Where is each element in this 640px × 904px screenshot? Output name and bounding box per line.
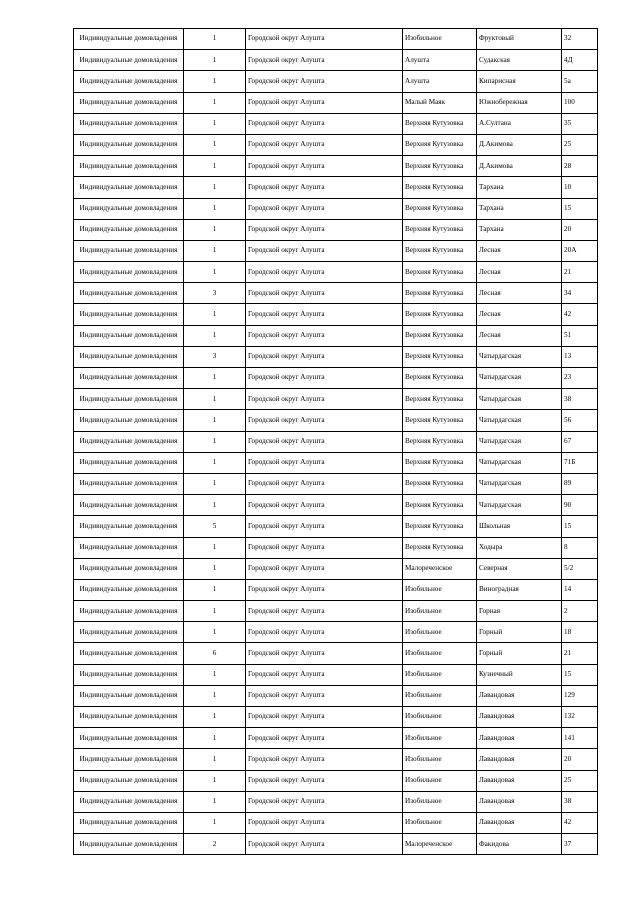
cell-settlement: Изобильное <box>403 664 477 685</box>
cell-district: Городской округ Алушта <box>246 156 403 177</box>
cell-count: 1 <box>184 113 246 134</box>
cell-district: Городской округ Алушта <box>246 579 403 600</box>
cell-count: 1 <box>184 50 246 71</box>
cell-building-type: Индивидуальные домовладения <box>74 92 184 113</box>
cell-district: Городской округ Алушта <box>246 304 403 325</box>
cell-count: 1 <box>184 601 246 622</box>
cell-building-type: Индивидуальные домовладения <box>74 283 184 304</box>
table-row <box>74 50 598 71</box>
cell-settlement: Изобильное <box>403 29 477 50</box>
cell-settlement: Верхняя Кутузовка <box>403 198 477 219</box>
cell-district: Городской округ Алушта <box>246 558 403 579</box>
cell-street: Судакская <box>477 50 562 71</box>
table-row <box>74 579 598 600</box>
cell-building-type: Индивидуальные домовладения <box>74 537 184 558</box>
cell-count: 1 <box>184 29 246 50</box>
cell-settlement: Верхняя Кутузовка <box>403 537 477 558</box>
cell-settlement: Изобильное <box>403 749 477 770</box>
cell-house-number: 20 <box>562 219 598 240</box>
cell-district: Городской округ Алушта <box>246 728 403 749</box>
cell-house-number: 34 <box>562 283 598 304</box>
cell-district: Городской округ Алушта <box>246 537 403 558</box>
address-table-body <box>74 29 598 855</box>
table-row <box>74 71 598 92</box>
table-row <box>74 198 598 219</box>
cell-street: Лесная <box>477 325 562 346</box>
cell-count: 1 <box>184 728 246 749</box>
cell-settlement: Изобильное <box>403 601 477 622</box>
cell-house-number: 42 <box>562 304 598 325</box>
cell-building-type: Индивидуальные домовладения <box>74 643 184 664</box>
cell-district: Городской округ Алушта <box>246 71 403 92</box>
cell-building-type: Индивидуальные домовладения <box>74 71 184 92</box>
cell-settlement: Верхняя Кутузовка <box>403 346 477 367</box>
cell-district: Городской округ Алушта <box>246 283 403 304</box>
cell-building-type: Индивидуальные домовладения <box>74 389 184 410</box>
cell-building-type: Индивидуальные домовладения <box>74 834 184 855</box>
cell-house-number: 129 <box>562 685 598 706</box>
cell-house-number: 23 <box>562 368 598 389</box>
cell-street: Чатырдагская <box>477 495 562 516</box>
cell-count: 1 <box>184 156 246 177</box>
cell-building-type: Индивидуальные домовладения <box>74 431 184 452</box>
cell-district: Городской округ Алушта <box>246 834 403 855</box>
table-row <box>74 177 598 198</box>
cell-house-number: 141 <box>562 728 598 749</box>
table-row <box>74 431 598 452</box>
cell-street: Лавандовая <box>477 812 562 833</box>
table-row <box>74 113 598 134</box>
cell-house-number: 56 <box>562 410 598 431</box>
cell-house-number: 28 <box>562 156 598 177</box>
cell-count: 1 <box>184 770 246 791</box>
cell-building-type: Индивидуальные домовладения <box>74 325 184 346</box>
cell-settlement: Алушта <box>403 71 477 92</box>
cell-settlement: Изобильное <box>403 770 477 791</box>
table-row <box>74 134 598 155</box>
cell-street: Лавандовая <box>477 749 562 770</box>
cell-district: Городской округ Алушта <box>246 92 403 113</box>
cell-district: Городской округ Алушта <box>246 50 403 71</box>
cell-house-number: 2 <box>562 601 598 622</box>
cell-street: А.Султана <box>477 113 562 134</box>
cell-settlement: Верхняя Кутузовка <box>403 177 477 198</box>
cell-street: Чатырдагская <box>477 452 562 473</box>
cell-count: 1 <box>184 558 246 579</box>
cell-house-number: 38 <box>562 791 598 812</box>
cell-count: 1 <box>184 262 246 283</box>
cell-settlement: Изобильное <box>403 812 477 833</box>
cell-settlement: Верхняя Кутузовка <box>403 240 477 261</box>
cell-house-number: 10 <box>562 177 598 198</box>
table-row <box>74 834 598 855</box>
cell-district: Городской округ Алушта <box>246 346 403 367</box>
cell-settlement: Верхняя Кутузовка <box>403 134 477 155</box>
cell-street: Д.Акимова <box>477 156 562 177</box>
table-row <box>74 558 598 579</box>
cell-street: Лавандовая <box>477 791 562 812</box>
cell-building-type: Индивидуальные домовладения <box>74 473 184 494</box>
cell-count: 3 <box>184 346 246 367</box>
cell-count: 1 <box>184 452 246 473</box>
cell-street: Лесная <box>477 240 562 261</box>
table-row <box>74 812 598 833</box>
cell-house-number: 89 <box>562 473 598 494</box>
cell-count: 3 <box>184 283 246 304</box>
cell-district: Городской округ Алушта <box>246 410 403 431</box>
cell-count: 1 <box>184 664 246 685</box>
cell-building-type: Индивидуальные домовладения <box>74 749 184 770</box>
cell-district: Городской округ Алушта <box>246 516 403 537</box>
cell-street: Д.Акимова <box>477 134 562 155</box>
table-row <box>74 304 598 325</box>
cell-house-number: 42 <box>562 812 598 833</box>
cell-street: Горная <box>477 601 562 622</box>
cell-building-type: Индивидуальные домовладения <box>74 728 184 749</box>
table-row <box>74 389 598 410</box>
table-row <box>74 707 598 728</box>
cell-building-type: Индивидуальные домовладения <box>74 452 184 473</box>
cell-count: 1 <box>184 749 246 770</box>
cell-street: Ходыра <box>477 537 562 558</box>
table-row <box>74 325 598 346</box>
cell-district: Городской округ Алушта <box>246 495 403 516</box>
cell-settlement: Верхняя Кутузовка <box>403 495 477 516</box>
cell-count: 1 <box>184 579 246 600</box>
cell-building-type: Индивидуальные домовладения <box>74 304 184 325</box>
cell-settlement: Верхняя Кутузовка <box>403 304 477 325</box>
cell-settlement: Верхняя Кутузовка <box>403 325 477 346</box>
table-row <box>74 346 598 367</box>
cell-house-number: 71Б <box>562 452 598 473</box>
address-table <box>73 28 598 855</box>
cell-house-number: 67 <box>562 431 598 452</box>
table-row <box>74 643 598 664</box>
cell-street: Тархана <box>477 198 562 219</box>
cell-building-type: Индивидуальные домовладения <box>74 240 184 261</box>
cell-building-type: Индивидуальные домовладения <box>74 664 184 685</box>
cell-house-number: 25 <box>562 134 598 155</box>
cell-house-number: 15 <box>562 664 598 685</box>
cell-count: 1 <box>184 812 246 833</box>
cell-building-type: Индивидуальные домовладения <box>74 579 184 600</box>
cell-settlement: Верхняя Кутузовка <box>403 113 477 134</box>
cell-street: Чатырдагская <box>477 410 562 431</box>
cell-house-number: 32 <box>562 29 598 50</box>
table-row <box>74 601 598 622</box>
cell-district: Городской округ Алушта <box>246 113 403 134</box>
cell-building-type: Индивидуальные домовладения <box>74 29 184 50</box>
cell-street: Лавандовая <box>477 728 562 749</box>
table-row <box>74 495 598 516</box>
cell-district: Городской округ Алушта <box>246 643 403 664</box>
cell-street: Лавандовая <box>477 770 562 791</box>
cell-settlement: Верхняя Кутузовка <box>403 283 477 304</box>
cell-street: Чатырдагская <box>477 346 562 367</box>
cell-building-type: Индивидуальные домовладения <box>74 262 184 283</box>
cell-street: Чатырдагская <box>477 389 562 410</box>
cell-district: Городской округ Алушта <box>246 473 403 494</box>
cell-house-number: 38 <box>562 389 598 410</box>
cell-street: Северная <box>477 558 562 579</box>
cell-settlement: Изобильное <box>403 643 477 664</box>
cell-house-number: 20 <box>562 749 598 770</box>
table-row <box>74 516 598 537</box>
cell-district: Городской округ Алушта <box>246 749 403 770</box>
cell-count: 1 <box>184 495 246 516</box>
cell-settlement: Верхняя Кутузовка <box>403 516 477 537</box>
cell-building-type: Индивидуальные домовладения <box>74 770 184 791</box>
cell-house-number: 51 <box>562 325 598 346</box>
cell-count: 1 <box>184 198 246 219</box>
cell-street: Кузнечный <box>477 664 562 685</box>
table-row <box>74 537 598 558</box>
table-row <box>74 728 598 749</box>
table-row <box>74 622 598 643</box>
cell-settlement: Верхняя Кутузовка <box>403 473 477 494</box>
cell-street: Лесная <box>477 283 562 304</box>
cell-settlement: Верхняя Кутузовка <box>403 389 477 410</box>
table-row <box>74 410 598 431</box>
cell-district: Городской округ Алушта <box>246 177 403 198</box>
cell-street: Чатырдагская <box>477 431 562 452</box>
cell-district: Городской округ Алушта <box>246 452 403 473</box>
cell-street: Чатырдагская <box>477 473 562 494</box>
table-row <box>74 791 598 812</box>
cell-count: 1 <box>184 685 246 706</box>
cell-building-type: Индивидуальные домовладения <box>74 219 184 240</box>
cell-count: 1 <box>184 325 246 346</box>
cell-house-number: 4Д <box>562 50 598 71</box>
cell-settlement: Малореченское <box>403 558 477 579</box>
table-row <box>74 156 598 177</box>
cell-building-type: Индивидуальные домовладения <box>74 707 184 728</box>
cell-settlement: Изобильное <box>403 707 477 728</box>
cell-building-type: Индивидуальные домовладения <box>74 368 184 389</box>
cell-settlement: Алушта <box>403 50 477 71</box>
cell-settlement: Изобильное <box>403 685 477 706</box>
table-row <box>74 262 598 283</box>
cell-house-number: 90 <box>562 495 598 516</box>
cell-street: Лесная <box>477 304 562 325</box>
cell-house-number: 37 <box>562 834 598 855</box>
cell-street: Южнобережная <box>477 92 562 113</box>
cell-house-number: 5а <box>562 71 598 92</box>
cell-count: 1 <box>184 92 246 113</box>
cell-count: 5 <box>184 516 246 537</box>
cell-settlement: Верхняя Кутузовка <box>403 156 477 177</box>
cell-count: 1 <box>184 707 246 728</box>
cell-count: 1 <box>184 240 246 261</box>
table-row <box>74 452 598 473</box>
table-row <box>74 219 598 240</box>
cell-house-number: 18 <box>562 622 598 643</box>
cell-street: Горный <box>477 622 562 643</box>
cell-building-type: Индивидуальные домовладения <box>74 495 184 516</box>
cell-count: 1 <box>184 134 246 155</box>
cell-district: Городской округ Алушта <box>246 325 403 346</box>
cell-street: Лесная <box>477 262 562 283</box>
cell-district: Городской округ Алушта <box>246 431 403 452</box>
cell-district: Городской округ Алушта <box>246 601 403 622</box>
cell-building-type: Индивидуальные домовладения <box>74 812 184 833</box>
table-row <box>74 770 598 791</box>
cell-house-number: 100 <box>562 92 598 113</box>
cell-district: Городской округ Алушта <box>246 664 403 685</box>
table-row <box>74 749 598 770</box>
table-row <box>74 664 598 685</box>
cell-building-type: Индивидуальные домовладения <box>74 198 184 219</box>
cell-settlement: Изобильное <box>403 579 477 600</box>
cell-count: 1 <box>184 431 246 452</box>
cell-district: Городской округ Алушта <box>246 770 403 791</box>
cell-street: Тархана <box>477 219 562 240</box>
cell-house-number: 13 <box>562 346 598 367</box>
table-row <box>74 685 598 706</box>
cell-count: 1 <box>184 304 246 325</box>
cell-street: Факидова <box>477 834 562 855</box>
cell-building-type: Индивидуальные домовладения <box>74 134 184 155</box>
cell-street: Горный <box>477 643 562 664</box>
cell-settlement: Верхняя Кутузовка <box>403 262 477 283</box>
table-row <box>74 240 598 261</box>
cell-building-type: Индивидуальные домовладения <box>74 791 184 812</box>
cell-count: 1 <box>184 791 246 812</box>
cell-building-type: Индивидуальные домовладения <box>74 346 184 367</box>
cell-house-number: 132 <box>562 707 598 728</box>
cell-district: Городской округ Алушта <box>246 707 403 728</box>
cell-house-number: 15 <box>562 516 598 537</box>
cell-house-number: 21 <box>562 643 598 664</box>
table-row <box>74 283 598 304</box>
cell-street: Кипарисная <box>477 71 562 92</box>
cell-settlement: Верхняя Кутузовка <box>403 219 477 240</box>
cell-district: Городской округ Алушта <box>246 134 403 155</box>
cell-district: Городской округ Алушта <box>246 791 403 812</box>
cell-building-type: Индивидуальные домовладения <box>74 516 184 537</box>
cell-settlement: Верхняя Кутузовка <box>403 410 477 431</box>
cell-district: Городской округ Алушта <box>246 240 403 261</box>
cell-settlement: Верхняя Кутузовка <box>403 452 477 473</box>
cell-street: Лавандовая <box>477 685 562 706</box>
cell-house-number: 21 <box>562 262 598 283</box>
cell-district: Городской округ Алушта <box>246 622 403 643</box>
cell-street: Чатырдагская <box>477 368 562 389</box>
cell-settlement: Изобильное <box>403 791 477 812</box>
cell-count: 6 <box>184 643 246 664</box>
cell-house-number: 8 <box>562 537 598 558</box>
cell-count: 1 <box>184 622 246 643</box>
cell-building-type: Индивидуальные домовладения <box>74 410 184 431</box>
table-row <box>74 368 598 389</box>
cell-settlement: Изобильное <box>403 622 477 643</box>
cell-street: Виноградная <box>477 579 562 600</box>
cell-settlement: Изобильное <box>403 728 477 749</box>
cell-street: Тархана <box>477 177 562 198</box>
table-row <box>74 92 598 113</box>
cell-district: Городской округ Алушта <box>246 812 403 833</box>
cell-district: Городской округ Алушта <box>246 685 403 706</box>
cell-building-type: Индивидуальные домовладения <box>74 113 184 134</box>
cell-district: Городской округ Алушта <box>246 29 403 50</box>
cell-building-type: Индивидуальные домовладения <box>74 50 184 71</box>
cell-district: Городской округ Алушта <box>246 368 403 389</box>
cell-house-number: 14 <box>562 579 598 600</box>
cell-building-type: Индивидуальные домовладения <box>74 601 184 622</box>
cell-house-number: 35 <box>562 113 598 134</box>
cell-building-type: Индивидуальные домовладения <box>74 156 184 177</box>
cell-settlement: Верхняя Кутузовка <box>403 431 477 452</box>
cell-count: 1 <box>184 473 246 494</box>
table-row <box>74 473 598 494</box>
cell-district: Городской округ Алушта <box>246 198 403 219</box>
cell-building-type: Индивидуальные домовладения <box>74 685 184 706</box>
cell-building-type: Индивидуальные домовладения <box>74 177 184 198</box>
cell-district: Городской округ Алушта <box>246 389 403 410</box>
cell-house-number: 25 <box>562 770 598 791</box>
cell-count: 1 <box>184 537 246 558</box>
cell-street: Школьная <box>477 516 562 537</box>
cell-building-type: Индивидуальные домовладения <box>74 622 184 643</box>
cell-settlement: Малый Маяк <box>403 92 477 113</box>
cell-count: 1 <box>184 219 246 240</box>
cell-building-type: Индивидуальные домовладения <box>74 558 184 579</box>
cell-street: Лавандовая <box>477 707 562 728</box>
cell-house-number: 15 <box>562 198 598 219</box>
table-row <box>74 29 598 50</box>
cell-count: 2 <box>184 834 246 855</box>
cell-count: 1 <box>184 177 246 198</box>
cell-street: Фруктовый <box>477 29 562 50</box>
cell-house-number: 5/2 <box>562 558 598 579</box>
cell-settlement: Верхняя Кутузовка <box>403 368 477 389</box>
cell-count: 1 <box>184 368 246 389</box>
cell-settlement: Малореченское <box>403 834 477 855</box>
cell-district: Городской округ Алушта <box>246 219 403 240</box>
cell-count: 1 <box>184 389 246 410</box>
cell-house-number: 20А <box>562 240 598 261</box>
cell-count: 1 <box>184 71 246 92</box>
cell-count: 1 <box>184 410 246 431</box>
cell-district: Городской округ Алушта <box>246 262 403 283</box>
